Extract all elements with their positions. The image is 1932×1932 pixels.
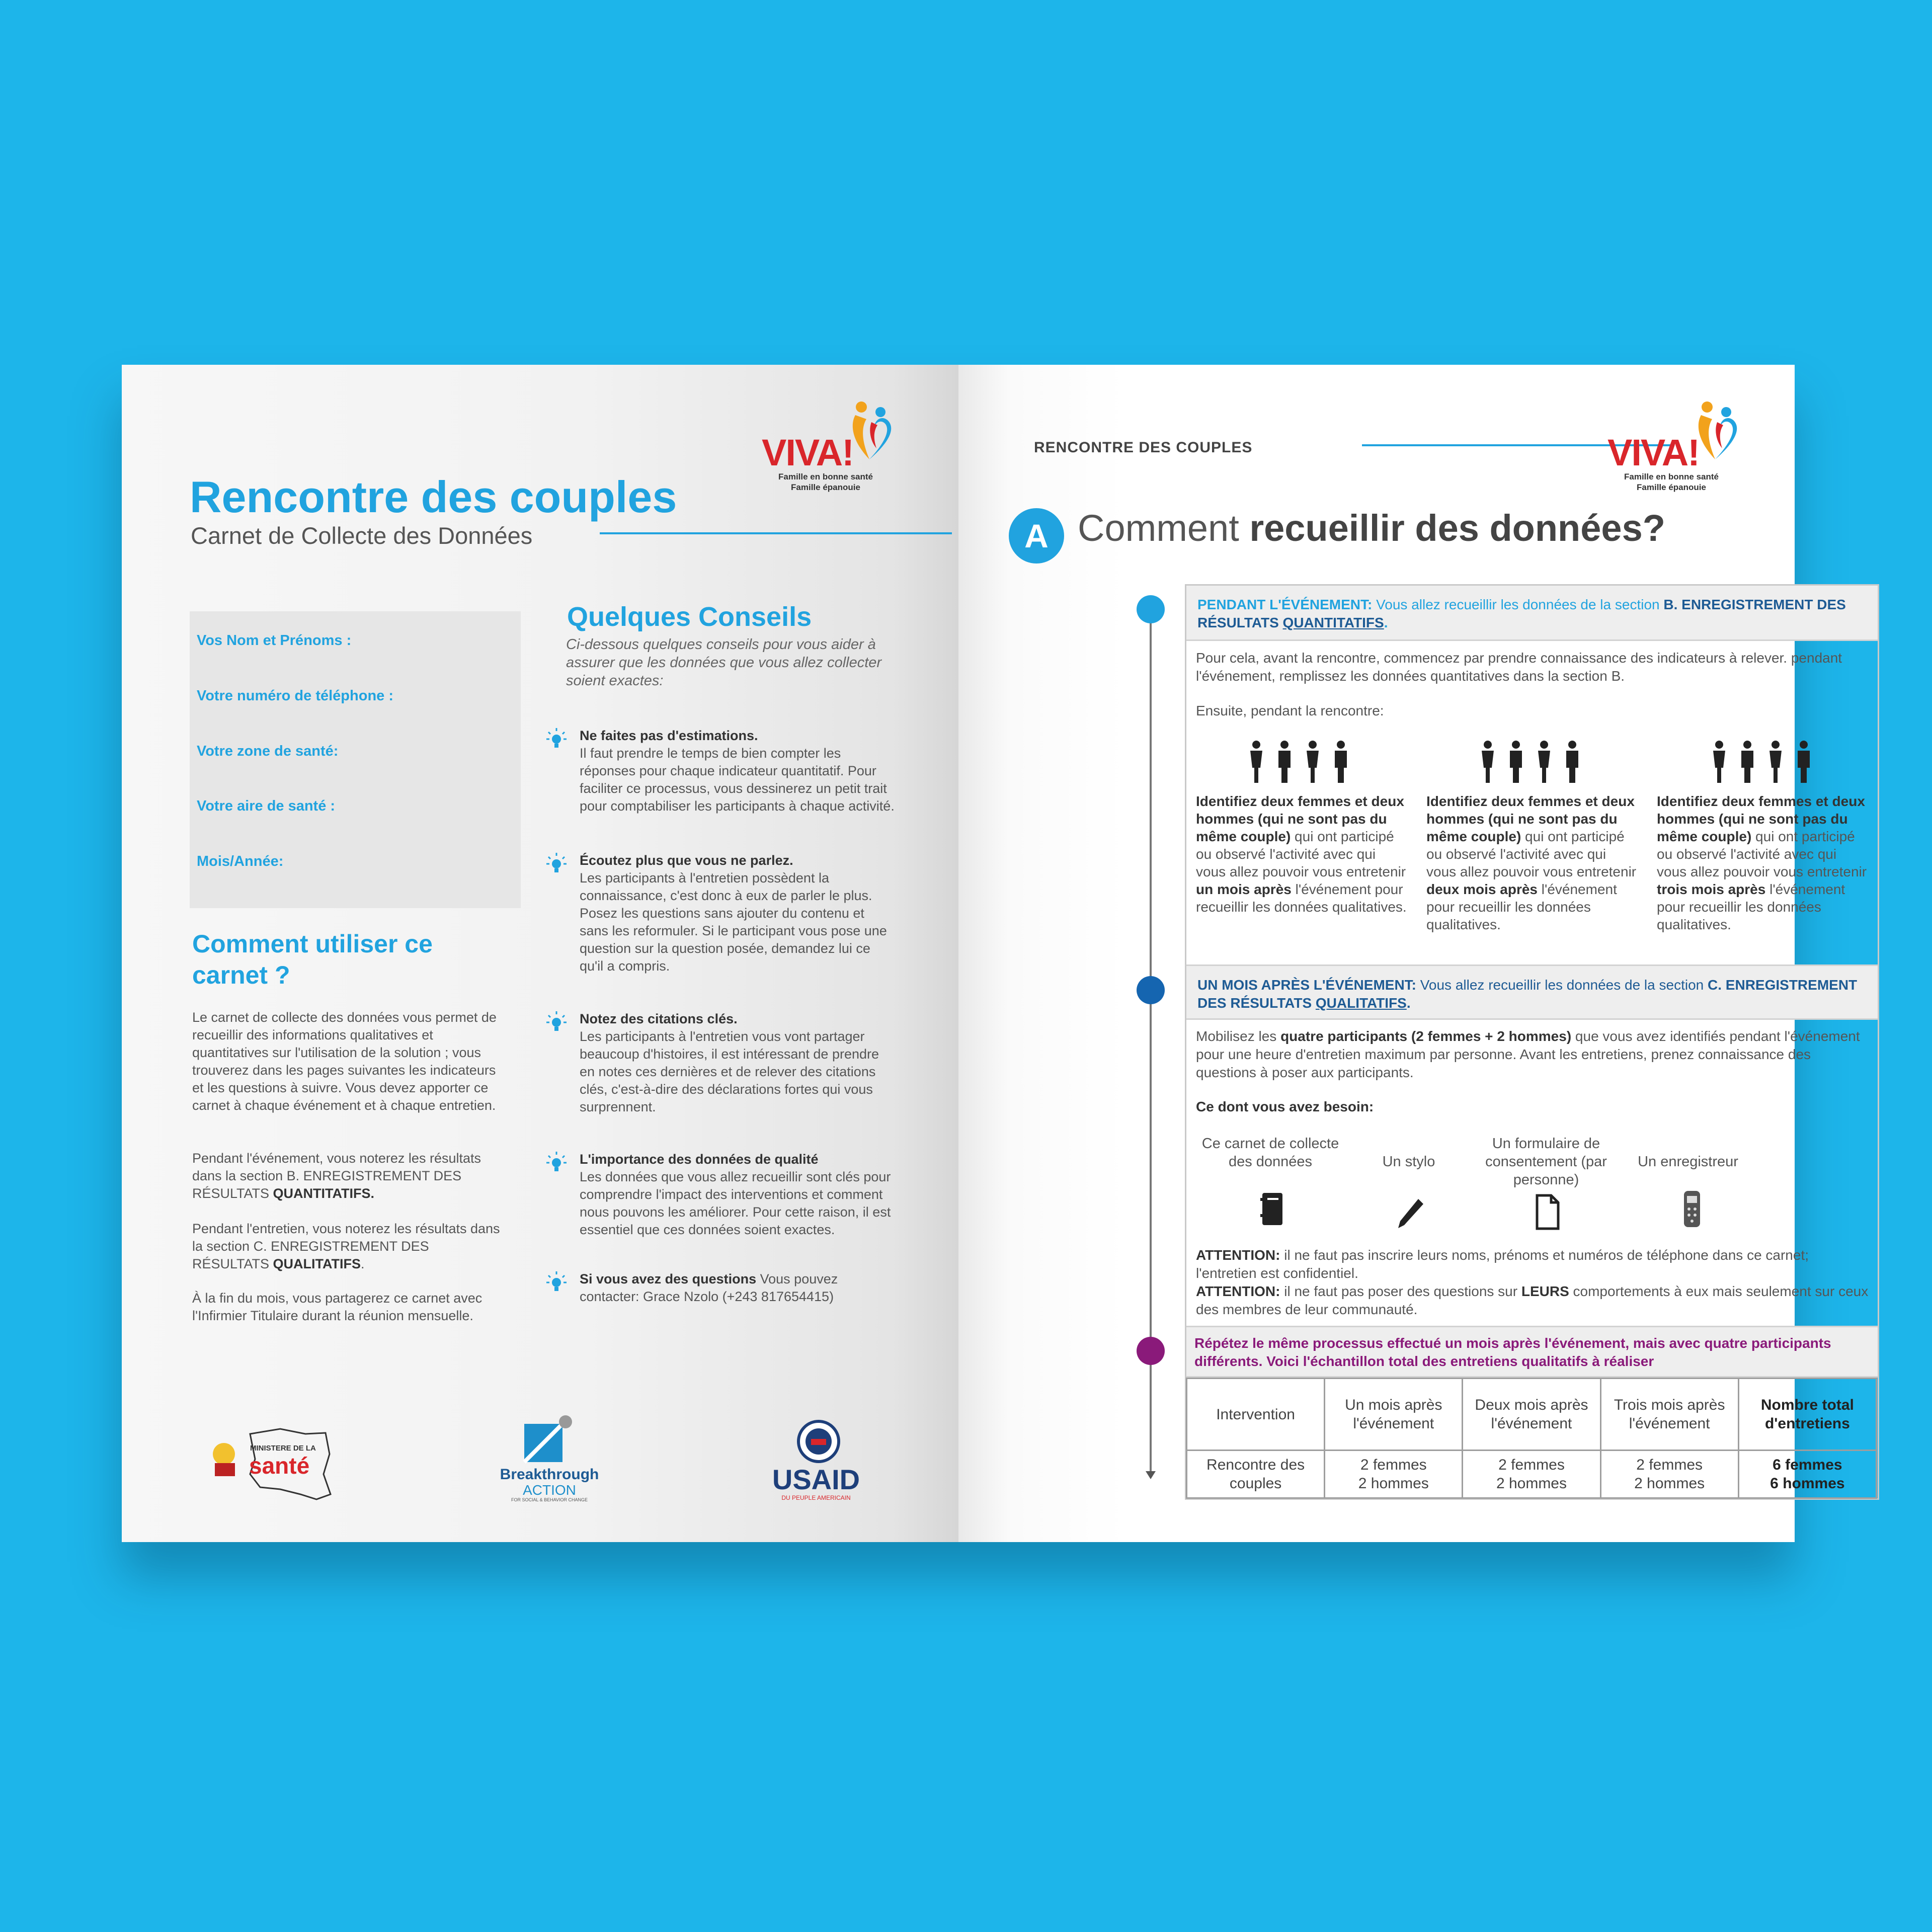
usaid-seal-icon — [796, 1419, 841, 1464]
attention-confidential: ATTENTION: il ne faut pas inscrire leurs noms, prénoms et numéros de téléphone dans ce carnet; l'entretien est confidentiel. — [1196, 1247, 1809, 1281]
table-header: Un mois après l'événement — [1325, 1379, 1463, 1451]
title-divider — [600, 532, 952, 534]
interview-sample-table — [1186, 1378, 1877, 1499]
paragraph-during-event: Ensuite, pendant la rencontre: — [1196, 703, 1384, 718]
table-cell: Rencontre des couples — [1187, 1451, 1325, 1498]
table-cell: 6 femmes 6 hommes — [1738, 1451, 1876, 1498]
page-header: RENCONTRE DES COUPLES — [1034, 439, 1253, 456]
paragraph-mobilize: Mobilisez les quatre participants (2 femmes + 2 hommes) que vous avez identifiés pendant l'événement pour une heure d'entretien maximum par personne. Avant les entretiens, prenez connaissance des questions à poser aux participants. — [1196, 1028, 1860, 1080]
section-letter-badge: A — [1009, 508, 1064, 564]
recorder-icon — [1677, 1189, 1707, 1229]
tips-heading: Quelques Conseils — [567, 602, 812, 632]
how-to-use-heading: Comment utiliser ce carnet ? — [192, 930, 433, 989]
table-cell: 2 femmes 2 hommes — [1600, 1451, 1738, 1498]
viva-logo — [1607, 400, 1743, 501]
usaid-logo: USAID DU PEUPLE AMERICAIN — [761, 1419, 871, 1504]
viva-logo — [762, 400, 898, 501]
link-qualitatifs[interactable]: QUALITATIFS — [1315, 995, 1407, 1011]
page-subtitle: Carnet de Collecte des Données — [191, 522, 533, 549]
lightbulb-icon — [545, 852, 568, 878]
section-title: Comment recueillir des données? — [1078, 507, 1665, 549]
band-repeat-process: Répétez le même processus effectué un mois après l'événement, mais avec quatre participants différents. Voici l'échantillon total des entretiens qualitatifs à réaliser — [1186, 1326, 1878, 1378]
field-zone-label[interactable]: Votre zone de santé: — [197, 743, 339, 759]
table-header: Deux mois après l'événement — [1463, 1379, 1600, 1451]
need-consent-label: Un formulaire de consentement (par personne) — [1485, 1136, 1607, 1188]
band-one-month-after: UN MOIS APRÈS L'ÉVÉNEMENT: Vous allez recueillir les données de la section C. ENREGISTREMENT DES RÉSULTATS QUALITATIFS. — [1186, 964, 1878, 1020]
table-cell: 2 femmes 2 hommes — [1325, 1451, 1463, 1498]
page-title: Rencontre des couples — [190, 472, 677, 522]
tips-intro: Ci-dessous quelques conseils pour vous aider à assurer que les données que vous allez collecter soient exactes: — [566, 636, 882, 689]
people-group-icon — [1245, 740, 1361, 785]
table-cell: 2 femmes 2 hommes — [1463, 1451, 1600, 1498]
identify-three-months: Identifiez deux femmes et deux hommes (qui ne sont pas du même couple) qui ont participé ou observé l'activité avec qui vous allez pouvoir vous entretenir trois mois après l'événement pour recueillir les données qualitatives. — [1657, 793, 1867, 932]
table-header: Intervention — [1187, 1379, 1325, 1451]
tip-3: Notez des citations clés. Les participants à l'entretien vous vont partager beaucoup d'histoires, il est intéressant de prendre en notes ces dernières et de relever des citations clés, c'est-à-dire des déclarations fortes qui vous surprennent. — [580, 1011, 879, 1114]
need-pen-label: Un stylo — [1382, 1154, 1435, 1170]
lightbulb-icon — [545, 727, 568, 753]
need-recorder-label: Un enregistreur — [1638, 1154, 1738, 1170]
tip-4: L'importance des données de qualité Les données que vous allez recueillir sont clés pour comprendre l'impact des interventions et comment nous pouvons les améliorer. Pour cette raison, il est essentiel que ces données soient exactes. — [580, 1152, 891, 1237]
left-page — [122, 365, 958, 1542]
people-group-icon — [1708, 740, 1824, 785]
how-paragraph-3: Pendant l'entretien, vous noterez les résultats dans la section C. ENREGISTREMENT DES RÉSULTATS QUALITATIFS. — [192, 1221, 500, 1271]
how-paragraph-2: Pendant l'événement, vous noterez les résultats dans la section B. ENREGISTREMENT DES RÉSULTATS QUANTITATIFS. — [192, 1151, 481, 1201]
booklet-spread — [122, 365, 1869, 1542]
lightbulb-icon — [545, 1151, 568, 1177]
personal-info-form — [190, 611, 521, 908]
family-heart-icon — [846, 400, 897, 465]
breakthrough-mark-icon — [519, 1414, 575, 1464]
timeline-dot-month — [1137, 976, 1165, 1004]
viva-tagline: Famille en bonne santé Famille épanouie — [1624, 472, 1719, 492]
identify-two-months: Identifiez deux femmes et deux hommes (qui ne sont pas du même couple) qui ont participé ou observé l'activité avec qui vous allez pouvoir vous entretenir deux mois après l'événement pour recueillir les données qualitatives. — [1426, 793, 1637, 932]
attention-questions: ATTENTION: il ne faut pas poser des questions sur LEURS comportements à eux mais seulement sur ceux des membres de leur communauté. — [1196, 1283, 1869, 1317]
band-during-event: PENDANT L'ÉVÉNEMENT: Vous allez recueillir les données de la section B. ENREGISTREMENT DES RÉSULTATS QUANTITATIFS. — [1186, 586, 1878, 641]
need-notebook-label: Ce carnet de collecte des données — [1201, 1136, 1339, 1170]
table-header: Nombre total d'entretiens — [1738, 1379, 1876, 1451]
lightbulb-icon — [545, 1010, 568, 1036]
field-month-label[interactable]: Mois/Année: — [197, 853, 284, 869]
tip-1: Ne faites pas d'estimations. Il faut prendre le temps de bien compter les réponses pour chaque indicateur quantitatif. Pour faciliter ce processus, vous dessinerez un petit trait pour comptabiliser les participants à chaque activité. — [580, 728, 895, 814]
lightbulb-icon — [545, 1270, 568, 1297]
paragraph-before-event: Pour cela, avant la rencontre, commencez par prendre connaissance des indicateurs à relever. pendant l'événement, remplissez les données quantitatives dans la section B. — [1196, 650, 1842, 684]
table-header: Trois mois après l'événement — [1600, 1379, 1738, 1451]
field-aire-label[interactable]: Votre aire de santé : — [197, 798, 336, 814]
viva-wordmark: VIVA! — [762, 432, 853, 473]
document-icon — [1532, 1192, 1562, 1233]
how-paragraph-4: À la fin du mois, vous partagerez ce carnet avec l'Infirmier Titulaire durant la réunion mensuelle. — [192, 1291, 482, 1323]
timeline-dot-event — [1137, 595, 1165, 623]
link-quantitatifs[interactable]: QUANTITATIFS — [1282, 615, 1384, 630]
timeline-arrow-icon — [1145, 1469, 1156, 1480]
how-paragraph-1: Le carnet de collecte des données vous permet de recueillir des informations qualitatives et quantitatives sur l'utilisation de la solution ; vous trouverez dans les pages suivantes les indicateurs et les questions à suivre. Vous devez apporter ce carnet à chaque événement et à chaque entretien. — [192, 1010, 497, 1113]
pen-icon — [1395, 1194, 1425, 1234]
ministere-sante-logo: MINISTERE DE LA santé — [205, 1424, 336, 1504]
tip-2: Écoutez plus que vous ne parlez. Les participants à l'entretien possèdent la connaissance, c'est donc à eux de parler le plus. Posez les questions sans ajouter du contenu et sans les reformuler. Si le participant vous pose une question sur la question posée, demandez lui ce qu'il a compris. — [580, 853, 887, 974]
field-phone-label[interactable]: Votre numéro de téléphone : — [197, 688, 394, 704]
viva-tagline: Famille en bonne santé Famille épanouie — [778, 472, 873, 492]
needs-title: Ce dont vous avez besoin: — [1196, 1099, 1374, 1114]
table-row — [1187, 1451, 1877, 1498]
people-group-icon — [1477, 740, 1592, 785]
table-header-row — [1187, 1379, 1877, 1451]
field-name-label[interactable]: Vos Nom et Prénoms : — [197, 632, 352, 649]
tip-5: Si vous avez des questions Vous pouvez contacter: Grace Nzolo (+243 817654415) — [580, 1271, 838, 1304]
identify-one-month: Identifiez deux femmes et deux hommes (qui ne sont pas du même couple) qui ont participé ou observé l'activité avec qui vous allez pouvoir vous entretenir un mois après l'événement pour recueillir les données qualitatives. — [1196, 793, 1407, 915]
timeline-dot-repeat — [1137, 1337, 1165, 1365]
viva-wordmark: VIVA! — [1607, 432, 1699, 473]
notebook-icon — [1256, 1190, 1286, 1230]
family-heart-icon — [1692, 400, 1742, 465]
right-page — [958, 365, 1869, 1542]
breakthrough-action-logo: Breakthrough ACTION FOR SOCIAL & BEHAVIOR CHANGE — [484, 1414, 615, 1504]
